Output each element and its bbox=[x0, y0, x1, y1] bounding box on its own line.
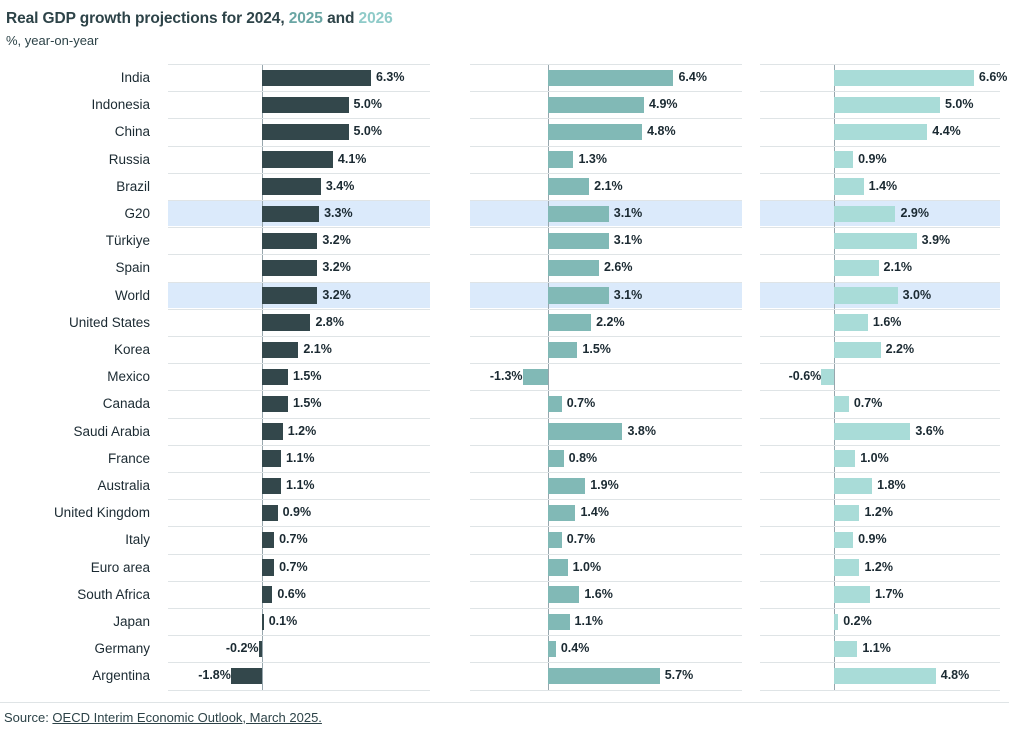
row-separator bbox=[470, 64, 742, 65]
bar-value-label: 0.1% bbox=[268, 614, 298, 628]
row-separator bbox=[470, 635, 742, 636]
bar-value-label: 3.3% bbox=[324, 206, 353, 220]
category-label: Korea bbox=[113, 342, 150, 357]
row-separator bbox=[470, 254, 742, 255]
bar-2025 bbox=[548, 342, 577, 359]
bar-value-label: 0.7% bbox=[566, 532, 596, 547]
row-separator bbox=[168, 118, 430, 119]
bar-value-label: 1.5% bbox=[582, 342, 611, 356]
bar-value-label: 1.2% bbox=[287, 423, 317, 438]
chart-row bbox=[0, 64, 1009, 91]
row-separator bbox=[760, 146, 1000, 147]
bar-value-label: 5.0% bbox=[945, 97, 974, 112]
bar-2026 bbox=[834, 423, 910, 440]
bar-2025 bbox=[548, 505, 575, 522]
row-separator bbox=[168, 254, 430, 255]
bar-2026 bbox=[834, 342, 881, 359]
row-separator bbox=[760, 690, 1000, 691]
bar-value-label: 1.1% bbox=[574, 614, 604, 628]
bar-value-label: 0.4% bbox=[560, 641, 590, 656]
row-separator bbox=[760, 118, 1000, 119]
bar-2024 bbox=[262, 233, 317, 250]
row-separator bbox=[470, 336, 742, 337]
bar-2024 bbox=[262, 260, 317, 277]
bar-value-label: 3.2% bbox=[322, 233, 351, 248]
bar-2024 bbox=[262, 342, 298, 359]
category-label: Mexico bbox=[107, 369, 150, 385]
source-link[interactable]: OECD Interim Economic Outlook, March 2025. bbox=[52, 710, 322, 725]
row-separator bbox=[470, 554, 742, 555]
zero-axis-line bbox=[834, 363, 835, 390]
bar-2026 bbox=[834, 97, 940, 114]
bar-value-label: 2.8% bbox=[315, 314, 344, 329]
bar-2026 bbox=[834, 233, 917, 250]
bar-2026 bbox=[834, 450, 855, 467]
row-separator bbox=[470, 118, 742, 119]
bar-2025 bbox=[548, 206, 609, 223]
row-separator bbox=[760, 418, 1000, 419]
bar-2025 bbox=[548, 151, 573, 168]
bar-value-label: 1.0% bbox=[572, 559, 602, 574]
bar-2024 bbox=[262, 505, 278, 522]
category-label: Spain bbox=[115, 260, 150, 276]
bar-value-label: 2.2% bbox=[885, 342, 915, 356]
bar-2024 bbox=[262, 124, 349, 141]
bar-2024 bbox=[262, 396, 288, 413]
bar-value-label: 0.7% bbox=[279, 532, 308, 547]
chart-row bbox=[0, 608, 1009, 635]
bar-value-label: 0.9% bbox=[858, 532, 887, 547]
row-separator bbox=[168, 662, 430, 663]
chart-row bbox=[0, 118, 1009, 145]
bar-2025 bbox=[548, 668, 660, 685]
bar-2025 bbox=[548, 314, 591, 331]
bar-value-label: 1.8% bbox=[877, 478, 906, 492]
chart-row bbox=[0, 526, 1009, 553]
chart-row bbox=[0, 146, 1009, 173]
bar-value-label: 1.0% bbox=[860, 450, 889, 465]
bar-2025 bbox=[548, 586, 579, 603]
bar-value-label: 4.4% bbox=[932, 124, 961, 139]
bar-value-label: 1.5% bbox=[292, 396, 322, 411]
bar-2024 bbox=[262, 369, 288, 386]
chart-subtitle: %, year-on-year bbox=[6, 32, 99, 48]
row-separator bbox=[168, 690, 430, 691]
bar-2024 bbox=[262, 314, 310, 331]
bar-2025 bbox=[548, 450, 564, 467]
bar-value-label: 2.1% bbox=[303, 342, 332, 356]
category-label: G20 bbox=[124, 206, 150, 221]
row-separator bbox=[470, 146, 742, 147]
bar-value-label: 2.1% bbox=[594, 178, 623, 193]
bar-2024 bbox=[262, 478, 281, 495]
chart-row bbox=[0, 472, 1009, 499]
zero-axis-line bbox=[262, 662, 263, 689]
bar-value-label: 2.1% bbox=[883, 260, 913, 275]
bar-value-label: -0.2% bbox=[225, 641, 259, 656]
category-label: Japan bbox=[113, 614, 150, 629]
chart-plot-area bbox=[0, 62, 1009, 692]
bar-value-label: 0.7% bbox=[853, 396, 883, 411]
row-separator bbox=[168, 635, 430, 636]
bar-2026 bbox=[834, 641, 857, 658]
bar-value-label: 1.2% bbox=[864, 559, 893, 574]
category-label: Brazil bbox=[116, 178, 150, 194]
row-separator bbox=[168, 472, 430, 473]
category-label: France bbox=[107, 450, 150, 466]
bar-2026 bbox=[834, 314, 868, 331]
bar-value-label: 3.4% bbox=[325, 178, 355, 193]
row-separator bbox=[760, 227, 1000, 228]
row-separator bbox=[760, 445, 1000, 446]
bar-value-label: 0.7% bbox=[279, 559, 308, 574]
row-separator bbox=[168, 418, 430, 419]
row-separator bbox=[760, 662, 1000, 663]
category-label: Italy bbox=[125, 532, 150, 548]
zero-axis-line bbox=[548, 363, 549, 390]
bar-value-label: 1.5% bbox=[292, 369, 322, 384]
bar-2026 bbox=[834, 70, 974, 87]
bar-value-label: 0.9% bbox=[858, 151, 887, 166]
bar-value-label: 6.3% bbox=[375, 70, 405, 84]
bar-value-label: 3.1% bbox=[613, 206, 643, 220]
chart-row bbox=[0, 282, 1009, 309]
row-separator bbox=[760, 363, 1000, 364]
bar-value-label: 3.8% bbox=[627, 423, 656, 438]
chart-row bbox=[0, 254, 1009, 281]
row-separator bbox=[168, 64, 430, 65]
bar-2026 bbox=[834, 532, 853, 549]
row-separator bbox=[470, 390, 742, 391]
bar-value-label: 3.1% bbox=[613, 287, 643, 302]
bar-value-label: 1.4% bbox=[580, 505, 609, 520]
bar-value-label: 1.1% bbox=[862, 641, 891, 656]
bar-value-label: 3.2% bbox=[322, 287, 351, 302]
row-separator bbox=[168, 282, 430, 283]
row-separator bbox=[168, 499, 430, 500]
bar-value-label: -0.6% bbox=[788, 369, 822, 384]
bar-2026 bbox=[834, 559, 859, 576]
row-separator bbox=[760, 200, 1000, 201]
chart-row bbox=[0, 173, 1009, 200]
bar-value-label: 5.0% bbox=[353, 124, 382, 139]
row-separator bbox=[470, 690, 742, 691]
category-label: Türkiye bbox=[105, 233, 150, 249]
category-label: Indonesia bbox=[91, 97, 150, 113]
bar-2025 bbox=[548, 478, 585, 495]
row-separator bbox=[168, 200, 430, 201]
row-separator bbox=[168, 173, 430, 174]
row-separator bbox=[760, 173, 1000, 174]
row-separator bbox=[168, 91, 430, 92]
bar-value-label: 0.6% bbox=[277, 586, 306, 601]
bar-value-label: 1.2% bbox=[864, 505, 893, 520]
row-separator bbox=[470, 472, 742, 473]
chart-row bbox=[0, 336, 1009, 363]
row-separator bbox=[470, 227, 742, 228]
chart-row bbox=[0, 445, 1009, 472]
row-separator bbox=[470, 526, 742, 527]
bar-value-label: 5.7% bbox=[664, 668, 694, 683]
bar-2024 bbox=[262, 532, 274, 549]
bar-2025 bbox=[548, 287, 609, 304]
bar-value-label: 4.1% bbox=[337, 151, 367, 166]
row-separator bbox=[760, 499, 1000, 500]
row-separator bbox=[470, 363, 742, 364]
bar-2026 bbox=[834, 206, 895, 223]
chart-row bbox=[0, 309, 1009, 336]
row-separator bbox=[168, 390, 430, 391]
row-separator bbox=[760, 64, 1000, 65]
title-part-2025: 2025 bbox=[288, 10, 323, 27]
bar-value-label: 2.2% bbox=[596, 314, 625, 329]
category-label: Canada bbox=[102, 396, 150, 412]
bar-value-label: 5.0% bbox=[353, 97, 382, 112]
bar-2026 bbox=[834, 505, 859, 522]
category-label: World bbox=[114, 287, 150, 303]
category-label: Euro area bbox=[90, 559, 150, 575]
category-label: Saudi Arabia bbox=[73, 423, 150, 439]
row-separator bbox=[760, 554, 1000, 555]
row-separator bbox=[760, 282, 1000, 283]
row-separator bbox=[760, 336, 1000, 337]
bar-value-label: 1.3% bbox=[578, 151, 607, 166]
bar-2024 bbox=[262, 97, 349, 114]
row-separator bbox=[760, 472, 1000, 473]
row-separator bbox=[760, 608, 1000, 609]
row-separator bbox=[168, 608, 430, 609]
row-separator bbox=[760, 581, 1000, 582]
bar-value-label: 3.9% bbox=[921, 233, 951, 248]
bar-value-label: 1.6% bbox=[584, 586, 613, 601]
bar-2026 bbox=[834, 178, 864, 195]
bar-2025 bbox=[548, 423, 622, 440]
chart-row bbox=[0, 390, 1009, 417]
row-separator bbox=[470, 581, 742, 582]
bar-2025 bbox=[548, 233, 609, 250]
bar-2024 bbox=[262, 70, 371, 87]
row-separator bbox=[168, 581, 430, 582]
row-separator bbox=[470, 418, 742, 419]
chart-row bbox=[0, 418, 1009, 445]
chart-row bbox=[0, 662, 1009, 689]
row-separator bbox=[168, 227, 430, 228]
row-separator bbox=[470, 499, 742, 500]
bar-2024 bbox=[262, 586, 272, 603]
bar-2024 bbox=[262, 559, 274, 576]
bar-2024 bbox=[262, 206, 319, 223]
row-separator bbox=[470, 91, 742, 92]
chart-row bbox=[0, 499, 1009, 526]
row-separator bbox=[168, 363, 430, 364]
bar-value-label: 2.6% bbox=[603, 260, 633, 275]
bar-2025 bbox=[548, 559, 568, 576]
row-separator bbox=[470, 309, 742, 310]
bar-value-label: 1.4% bbox=[868, 178, 898, 193]
bar-2026 bbox=[834, 478, 872, 495]
bar-2024 bbox=[262, 287, 317, 304]
bar-2025 bbox=[548, 178, 589, 195]
bar-value-label: -1.3% bbox=[489, 369, 523, 384]
bar-value-label: 3.2% bbox=[322, 260, 351, 275]
chart-row bbox=[0, 554, 1009, 581]
row-separator bbox=[168, 336, 430, 337]
bar-value-label: 3.6% bbox=[915, 423, 944, 438]
category-label: United Kingdom bbox=[53, 505, 150, 521]
bar-value-label: 1.1% bbox=[286, 478, 315, 492]
bar-2026 bbox=[834, 151, 853, 168]
row-separator bbox=[470, 200, 742, 201]
category-label: India bbox=[120, 70, 150, 85]
row-separator bbox=[168, 526, 430, 527]
bar-value-label: 4.9% bbox=[649, 97, 678, 112]
row-separator bbox=[760, 390, 1000, 391]
bar-value-label: 0.7% bbox=[566, 396, 596, 411]
row-separator bbox=[760, 254, 1000, 255]
bar-value-label: 2.9% bbox=[900, 206, 929, 220]
category-label: Germany bbox=[94, 641, 150, 657]
bar-2026 bbox=[834, 668, 936, 685]
row-separator bbox=[470, 282, 742, 283]
bar-2026 bbox=[834, 124, 927, 141]
row-separator bbox=[470, 445, 742, 446]
bar-value-label: 6.4% bbox=[678, 70, 707, 84]
bar-value-label: 0.2% bbox=[843, 614, 872, 628]
bar-value-label: 1.9% bbox=[590, 478, 619, 492]
category-label: Argentina bbox=[92, 668, 150, 684]
bar-2026 bbox=[834, 396, 849, 413]
row-separator bbox=[470, 662, 742, 663]
row-separator bbox=[760, 91, 1000, 92]
chart-row bbox=[0, 227, 1009, 254]
bar-2025 bbox=[548, 260, 599, 277]
row-separator bbox=[470, 608, 742, 609]
row-separator bbox=[168, 554, 430, 555]
title-block bbox=[0, 0, 1009, 48]
category-label: South Africa bbox=[77, 586, 150, 602]
chart-row bbox=[0, 91, 1009, 118]
bar-value-label: 0.9% bbox=[282, 505, 312, 520]
title-part-2026: 2026 bbox=[358, 10, 393, 27]
bar-value-label: 4.8% bbox=[940, 668, 970, 683]
bar-value-label: 3.1% bbox=[613, 233, 643, 248]
bar-2026 bbox=[834, 260, 879, 277]
bar-2025 bbox=[548, 641, 556, 658]
bar-value-label: 0.8% bbox=[568, 450, 598, 465]
category-label: Russia bbox=[108, 151, 150, 167]
bar-2024 bbox=[262, 423, 283, 440]
bar-2025 bbox=[548, 396, 562, 413]
source-divider bbox=[0, 702, 1009, 703]
chart-row bbox=[0, 363, 1009, 390]
row-separator bbox=[760, 526, 1000, 527]
bar-2025 bbox=[548, 97, 644, 114]
chart-row bbox=[0, 581, 1009, 608]
bar-2024 bbox=[262, 178, 321, 195]
bar-value-label: 6.6% bbox=[978, 70, 1008, 84]
source-label: Source: bbox=[4, 710, 53, 725]
row-separator bbox=[760, 309, 1000, 310]
bar-2026 bbox=[834, 287, 898, 304]
bar-2024 bbox=[262, 450, 281, 467]
chart-row bbox=[0, 200, 1009, 227]
bar-value-label: 1.1% bbox=[286, 450, 315, 465]
bar-2025 bbox=[548, 532, 562, 549]
row-separator bbox=[168, 309, 430, 310]
bar-2025 bbox=[548, 614, 570, 631]
row-separator bbox=[760, 635, 1000, 636]
title-part-and: and bbox=[327, 10, 355, 27]
bar-value-label: 1.6% bbox=[872, 314, 902, 329]
bar-value-label: 1.7% bbox=[875, 586, 904, 601]
page-title bbox=[6, 10, 1009, 29]
row-separator bbox=[168, 146, 430, 147]
bar-2024 bbox=[262, 151, 333, 168]
bar-value-label: 3.0% bbox=[902, 287, 932, 302]
bar-2025 bbox=[548, 124, 642, 141]
source-note bbox=[4, 710, 322, 725]
row-separator bbox=[168, 445, 430, 446]
category-label: China bbox=[114, 124, 150, 140]
row-separator bbox=[470, 173, 742, 174]
bar-value-label: 4.8% bbox=[647, 124, 676, 139]
title-part-2024: Real GDP growth projections for 2024, bbox=[6, 10, 285, 27]
chart-row bbox=[0, 635, 1009, 662]
category-label: United States bbox=[68, 314, 150, 330]
bar-value-label: -1.8% bbox=[198, 668, 231, 683]
bar-2025 bbox=[548, 70, 673, 87]
category-label: Australia bbox=[97, 478, 150, 493]
bar-2026 bbox=[834, 586, 870, 603]
